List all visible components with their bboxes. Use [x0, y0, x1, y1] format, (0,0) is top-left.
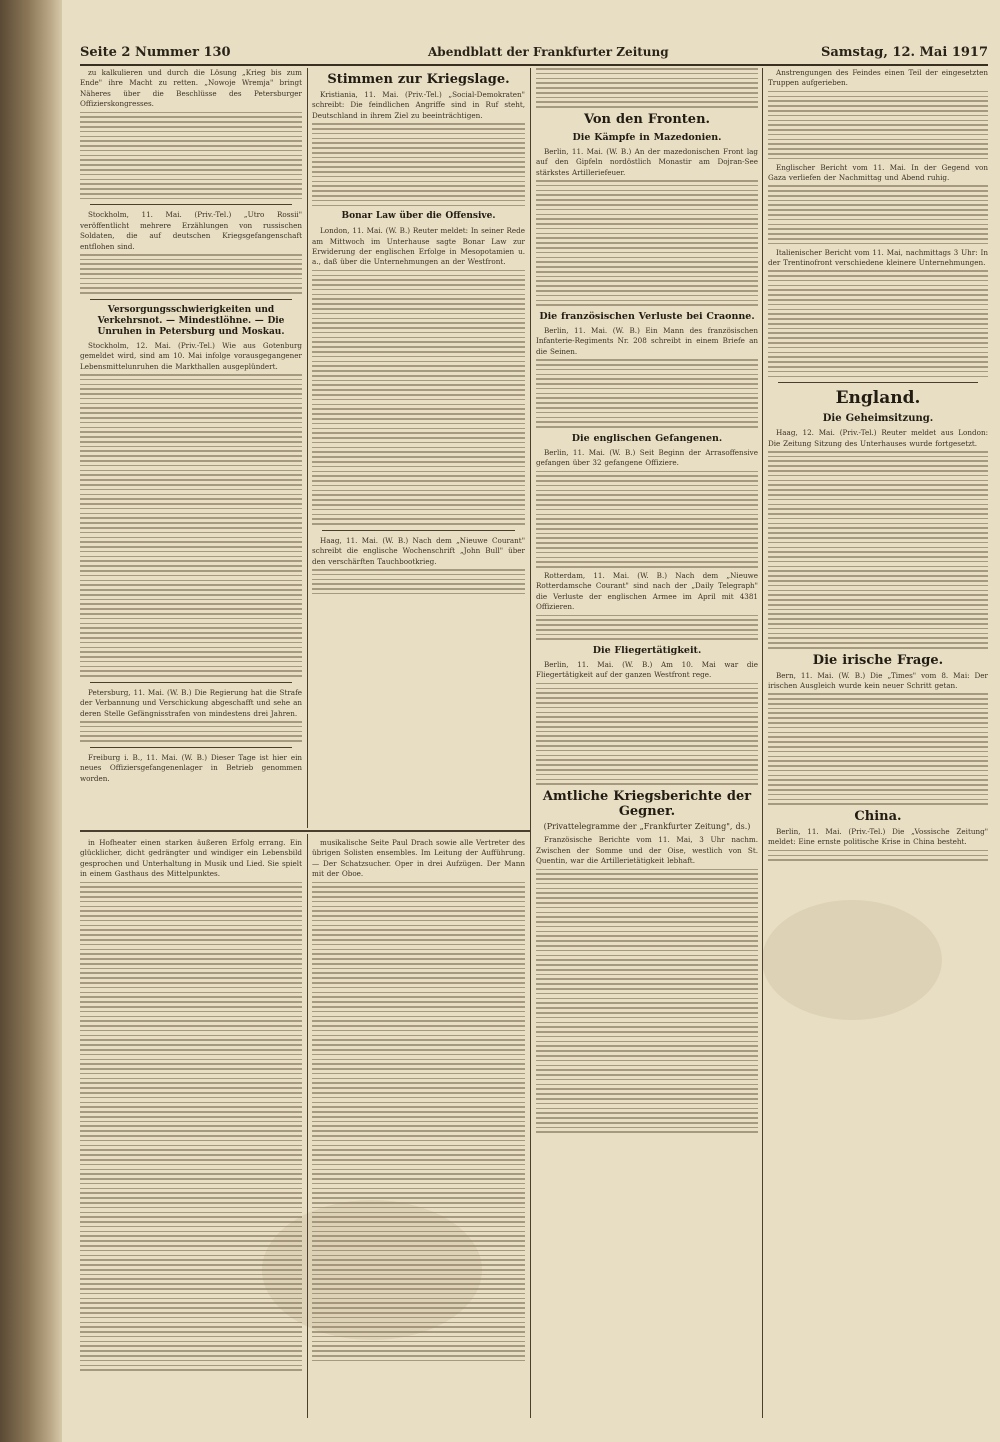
page-number: Seite 2 Nummer 130	[80, 45, 231, 60]
column-4	[768, 68, 988, 1418]
col2-dateline-kristiania: Kristiania, 11. Mai. (Priv.-Tel.) „Social-Demokraten" schreibt: Die feindlichen Angriffe sind in Ruf steht, Deutschland in ihrem Ziel zu beeinträchtigen.	[312, 90, 525, 120]
col4-heading-china: China.	[854, 808, 902, 824]
col4-headline-england: England.	[835, 388, 921, 409]
col2-headline: Stimmen zur Kriegslage.	[327, 72, 510, 87]
feuilleton-left-text: in Hofheater einen starken äußeren Erfolg errang. Ein glücklicher, dicht gedrängter und windiger ein Lebensbild gesprochen und Unterhaltung in Musik und Lied. Sie spielt in einem Gasthaus des Mittelpunktes.	[80, 838, 302, 879]
col4-dateline-haag: Haag, 12. Mai. (Priv.-Tel.) Reuter meldet aus London: Die Zeitung Sitzung des Unterhauses wurde fortgesetzt.	[768, 428, 988, 448]
col4-dateline-bern: Bern, 11. Mai. (W. B.) Die „Times" vom 8. Mai: Der irischen Ausgleich wurde kein neuer Schritt getan.	[768, 670, 988, 690]
col3-dateline-prisoners: Berlin, 11. Mai. (W. B.) Seit Beginn der Arrasoffensive gefangen über 32 gefangene Offiziere.	[536, 447, 758, 468]
col4-subheading-secret-session: Die Geheimsitzung.	[822, 413, 934, 425]
col3-dateline-rotterdam: Rotterdam, 11. Mai. (W. B.) Nach dem „Nieuwe Rotterdamsche Courant" sind nach der „Daily Telegraph" die Verluste der englischen Armee im April mit 4381 Offizieren.	[536, 570, 758, 612]
col1-dateline-petersburg: Petersburg, 11. Mai. (W. B.) Die Regierung hat die Strafe der Verbannung und Verschickung abgeschafft und sehe an deren Stelle Gefängnisstrafen von mindestens drei Jahren.	[80, 687, 302, 718]
col1-dateline-stockholm: Stockholm, 11. Mai. (Priv.-Tel.) „Utro Rossii" veröffentlicht mehrere Erzählungen von russischen Soldaten, die auf deutschen Kriegsgefangenschaft entflohen sind.	[80, 210, 302, 251]
col3-heading-aviation: Die Fliegertätigkeit.	[592, 645, 702, 657]
col4-english-report: Englischer Bericht vom 11. Mai. In der Gegend von Gaza verliefen der Nachmittag und Abend ruhig.	[768, 162, 988, 182]
col3-heading-craonne: Die französischen Verluste bei Craonne.	[539, 310, 755, 322]
column-2	[312, 68, 525, 828]
col3-dateline-french-report: Französische Berichte vom 11. Mai, 3 Uhr nachm. Zwischen der Somme und der Oise, westlich von St. Quentin, war die Artillerietätigkeit lebhaft.	[536, 835, 758, 866]
col1-dateline-stockholm-2: Stockholm, 12. Mai. (Priv.-Tel.) Wie aus Gotenburg gemeldet wird, sind am 10. Mai infolge vorausgegangener Lebensmittelunruhen die Markthallen ausgeplündert.	[80, 340, 302, 371]
col3-heading-enemy-reports: Amtliche Kriegsberichte der Gegner.	[542, 788, 752, 819]
col1-heading: Versorgungsschwierigkeiten und Verkehrsnot. — Mindestlöhne. — Die Unruhen in Petersburg und Moskau.	[97, 304, 285, 337]
col2-subheading: Bonar Law über die Offensive.	[341, 211, 496, 222]
col4-intro: Anstrengungen des Feindes einen Teil der eingesetzten Truppen aufgerieben.	[768, 68, 988, 88]
issue-date: Samstag, 12. Mai 1917	[820, 45, 988, 60]
col3-enemy-reports-source: (Privattelegramme der „Frankfurter Zeitung", ds.)	[543, 821, 751, 831]
col3-headline: Von den Fronten.	[583, 111, 711, 127]
col2-dateline-haag: Haag, 11. Mai. (W. B.) Nach dem „Nieuwe Courant" schreibt die englische Wochenschrift „John Bull" über den verschärften Tauchbootkrieg.	[312, 535, 525, 566]
col2-dateline-london: London, 11. Mai. (W. B.) Reuter meldet: In seiner Rede am Mittwoch im Unterhause sagte Bonar Law zur Erwiderung der englischen Erfolge in Mesopotamien u. a., daß über die Unternehmungen an der Westfront.	[312, 226, 525, 267]
col3-subheading: Die Kämpfe in Mazedonien.	[572, 131, 722, 143]
col3-dateline-berlin: Berlin, 11. Mai. (W. B.) An der mazedonischen Front lag auf den Gipfeln nordöstlich Monastir am Dojran-See stärkstes Artilleriefeuer.	[536, 146, 758, 177]
col3-dateline-craonne: Berlin, 11. Mai. (W. B.) Ein Mann des französischen Infanterie-Regiments Nr. 208 schreibt in einem Briefe an die Seinen.	[536, 325, 758, 356]
newspaper-sheet	[62, 0, 1000, 1442]
col4-italian-report: Italienischer Bericht vom 11. Mai, nachmittags 3 Uhr: In der Trentinofront verschiedene kleinere Unternehmungen.	[768, 247, 988, 267]
column-1	[80, 68, 302, 828]
book-spine	[0, 0, 62, 1442]
col4-heading-irish-question: Die irische Frage.	[812, 652, 944, 668]
col1-dateline-freiburg: Freiburg i. B., 11. Mai. (W. B.) Dieser Tage ist hier ein neues Offiziersgefangenenlager in Betrieb genommen worden.	[80, 752, 302, 783]
col3-heading-prisoners: Die englischen Gefangenen.	[571, 432, 723, 444]
feuilleton-right-text: musikalische Seite Paul Drach sowie alle Vertreter des übrigen Solisten ensembles. Im Leitung der Aufführung. — Der Schatzsucher. Oper in drei Aufzügen. Der Mann mit der Oboe.	[312, 838, 525, 879]
col1-intro: zu kalkulieren und durch die Lösung „Krieg bis zum Ende" ihre Macht zu retten. „Nowoje Wremja" bringt Näheres über die Beschlüsse des Petersburger Offizierskongresses.	[80, 68, 302, 109]
column-3	[536, 68, 758, 1418]
newspaper-title: Abendblatt der Frankfurter Zeitung	[428, 45, 669, 59]
col4-dateline-berlin-china: Berlin, 11. Mai. (Priv.-Tel.) Die „Vossische Zeitung" meldet: Eine ernste politische Krise in China besteht.	[768, 826, 988, 847]
masthead	[80, 44, 988, 66]
feuilleton-left	[80, 838, 302, 1418]
col3-dateline-aviation: Berlin, 11. Mai. (W. B.) Am 10. Mai war die Fliegertätigkeit auf der ganzen Westfront rege.	[536, 660, 758, 680]
feuilleton-right	[312, 838, 525, 1418]
